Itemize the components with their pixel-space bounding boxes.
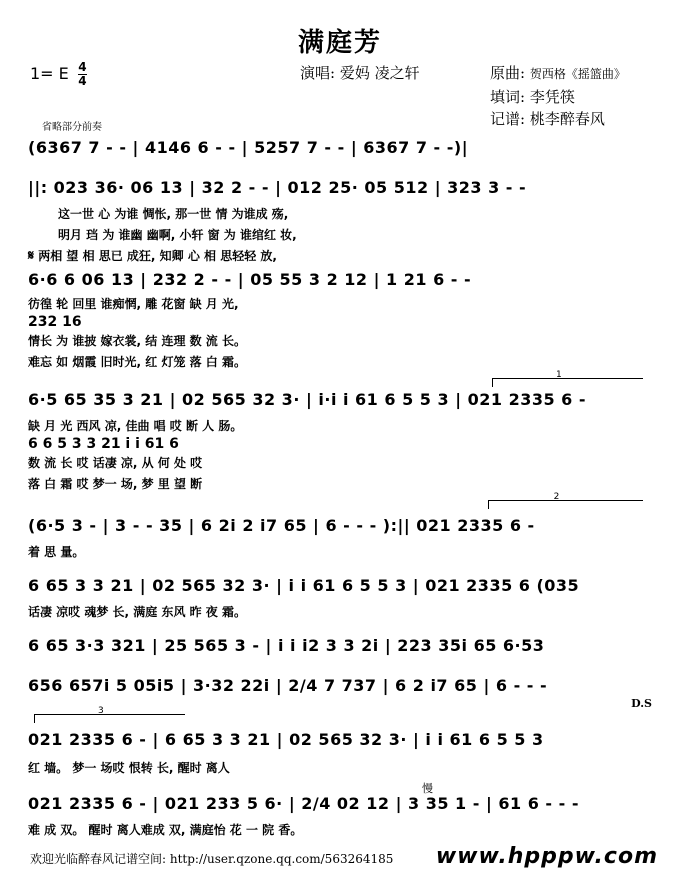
original-label: 原曲: xyxy=(490,64,526,82)
score-row-7 xyxy=(28,636,544,655)
song-title: 满庭芳 xyxy=(297,28,382,58)
score-notes: 021 2335 6 - | 6 65 3 3 21 | 02 565 32 3· | i i 61 6 5 5 3 xyxy=(28,730,544,749)
score-notes: (6367 7 - - | 4146 6 - - | 5257 7 - - | 6367 7 - -)| xyxy=(28,138,469,157)
volta-2 xyxy=(488,492,643,509)
volta-3 xyxy=(34,706,185,723)
score-notes: ||: 023 36· 06 13 | 32 2 - - | 012 25· 05 512 | 323 3 - - xyxy=(28,178,527,197)
lyric-line-text: 两相 望 相 思已 成狂, 知卿 心 相 思轻轻 放, xyxy=(38,249,277,263)
score-row-4 xyxy=(28,390,586,492)
lyric-line xyxy=(28,247,526,264)
meter-top: 4 xyxy=(78,60,87,74)
original-value: 贺西格《摇篮曲》 xyxy=(529,67,626,81)
key-text: 1= E xyxy=(30,64,69,83)
score-row-8 xyxy=(28,676,547,695)
lyric-line: 落 白 霜 哎 梦一 场, 梦 里 望 断 xyxy=(28,477,203,491)
watermark: www.hpppw.com xyxy=(435,844,658,869)
volta-number: 3 xyxy=(98,706,104,716)
meter-bottom: 4 xyxy=(78,74,87,88)
lyric-line: 缺 月 光 西风 凉, 佳曲 唱 哎 断 人 肠。 xyxy=(28,419,243,433)
score-notes: 021 2335 6 - | 021 233 5 6· | 2/4 02 12 | 3 35 1 - | 61 6 - - - xyxy=(28,794,579,813)
score-row-1 xyxy=(28,138,468,157)
score-row-9 xyxy=(28,730,544,776)
key-signature xyxy=(30,62,87,87)
lyric-line: 明月 珰 为 谁幽 幽啊, 小轩 窗 为 谁绾红 妆, xyxy=(58,228,297,242)
score-notes: 656 657i 5 05i5 | 3·32 22i | 2/4 7 737 | 6 2 i7 65 | 6 - - - xyxy=(28,676,548,695)
notation-credit: 记谱: 桃李醉春风 xyxy=(490,110,605,128)
lyric-line: 数 流 长 哎 话凄 凉, 从 何 处 哎 xyxy=(28,456,203,470)
alt-notes-line: 6 6 5 3 3 21 i i 61 6 xyxy=(28,436,179,452)
footer-link-text: 欢迎光临醉春风记谱空间: http://user.qzone.qq.com/563264185 xyxy=(30,852,394,866)
lyric-line: 彷徨 轮 回里 谁痴惘, 雕 花窗 缺 月 光, xyxy=(28,297,239,311)
singer-credit: 演唱: 爱妈 凌之轩 xyxy=(300,64,420,82)
alt-notes-line: 232 16 xyxy=(28,314,82,330)
volta-number: 2 xyxy=(553,492,560,502)
lyric-line: 红 墙。 梦一 场哎 恨转 长, 醒时 离人 xyxy=(28,761,230,775)
score-row-5 xyxy=(28,516,535,560)
score-notes: 6 65 3·3 321 | 25 565 3 - | i i i2 3 3 2i | 223 35i 65 6·53 xyxy=(28,636,545,655)
score-notes: 6·6 6 06 13 | 232 2 - - | 05 55 3 2 12 | 1 21 6 - - xyxy=(28,270,472,289)
original-credit xyxy=(490,62,626,83)
score-row-3 xyxy=(28,270,471,370)
slow-marking: 慢 xyxy=(422,782,433,795)
lyricist-credit: 填词: 李凭筷 xyxy=(490,88,575,106)
lyric-line: 话凄 凉哎 魂梦 长, 满庭 东风 昨 夜 霜。 xyxy=(28,605,246,619)
score-notes: 6 65 3 3 21 | 02 565 32 3· | i i 61 6 5 5 3 | 021 2335 6 (035 xyxy=(28,576,580,595)
lyric-line: 这一世 心 为谁 惆怅, 那一世 情 为谁成 殇, xyxy=(58,207,289,221)
intro-note: 省略部分前奏 xyxy=(42,122,102,133)
volta-number: 1 xyxy=(556,370,562,380)
score-row-2 xyxy=(28,178,526,264)
lyric-line: 难忘 如 烟霞 旧时光, 红 灯笼 落 白 霜。 xyxy=(28,355,246,369)
segno-icon: 𝄋 xyxy=(28,248,35,264)
volta-1 xyxy=(492,370,643,387)
score-notes: (6·5 3 - | 3 - - 35 | 6 2i 2 i7 65 | 6 - - - ):|| 021 2335 6 - xyxy=(28,516,535,535)
score-row-6 xyxy=(28,576,579,620)
lyric-line: 着 思 量。 xyxy=(28,545,85,559)
ds-marking: D.S xyxy=(631,697,652,710)
time-signature xyxy=(78,62,87,87)
lyric-line: 情长 为 谁披 嫁衣裳, 结 连理 数 流 长。 xyxy=(28,334,246,348)
lyric-line: 难 成 双。 醒时 离人难成 双, 满庭怡 花 一 院 香。 xyxy=(28,823,303,837)
score-row-10 xyxy=(28,794,579,838)
score-notes: 6·5 65 35 3 21 | 02 565 32 3· | i·i i 61 6 5 5 3 | 021 2335 6 - xyxy=(28,390,587,409)
